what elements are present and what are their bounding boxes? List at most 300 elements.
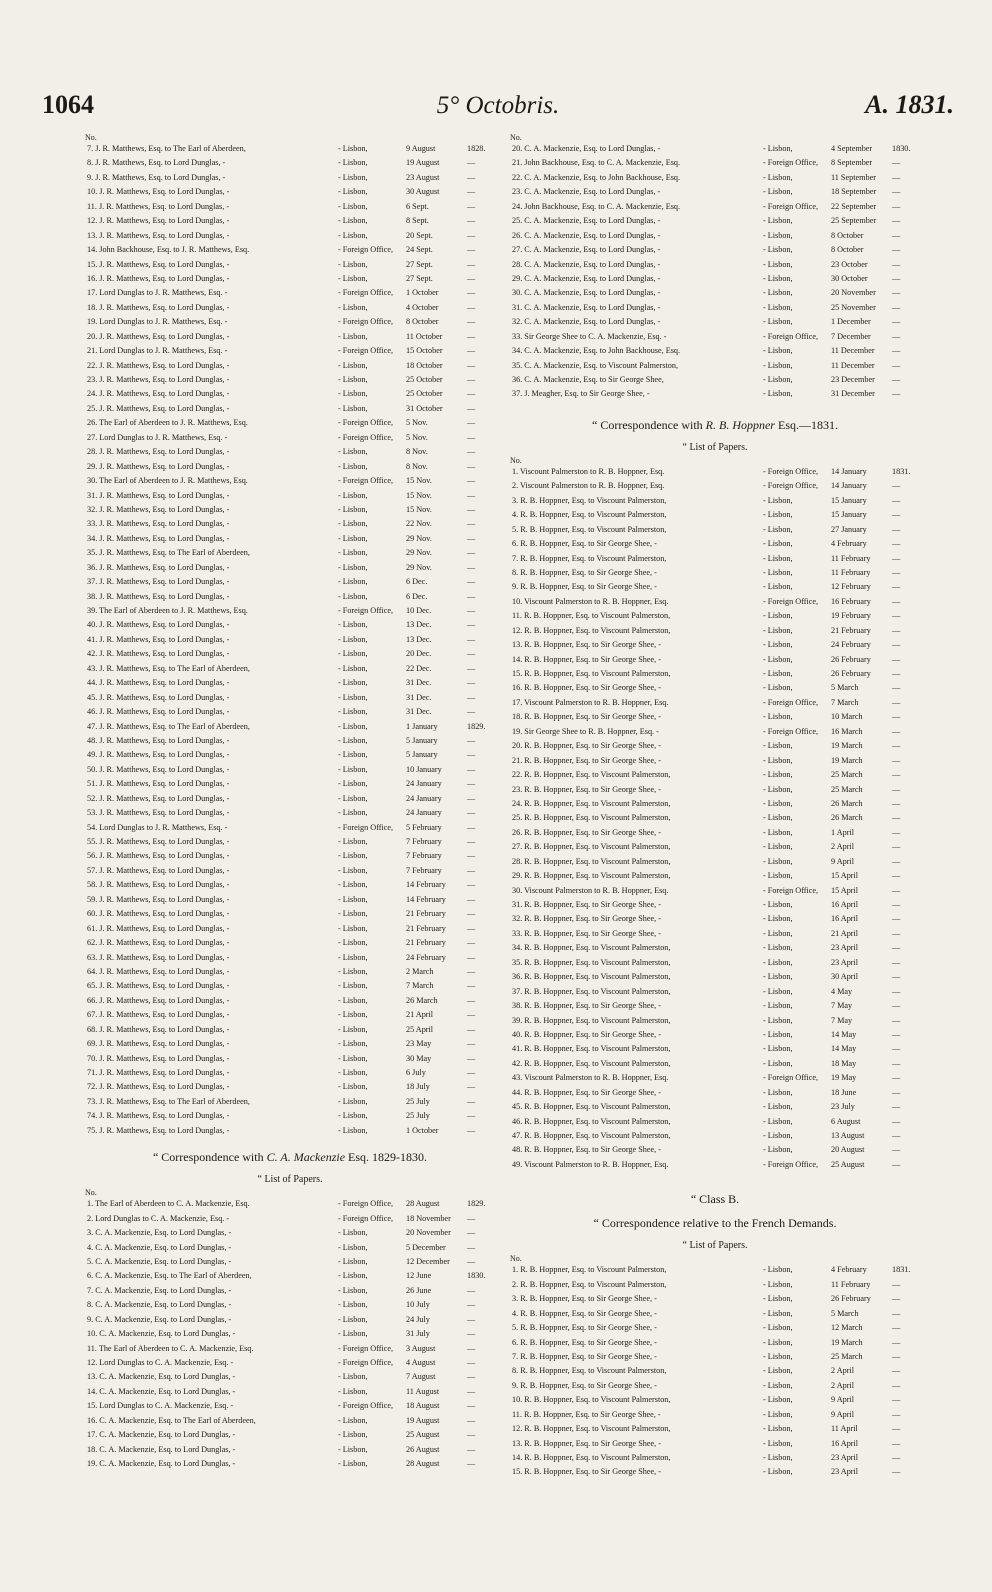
paper-date: 10 Dec. <box>406 606 432 615</box>
paper-description: 12. Lord Dunglas to C. A. Mackenzie, Esq. - <box>87 1358 234 1367</box>
paper-year: — <box>467 1111 476 1121</box>
paper-year: — <box>467 562 476 572</box>
list-item <box>85 258 495 272</box>
list-item <box>85 330 495 344</box>
paper-place: - Lisbon, <box>763 1087 793 1097</box>
paper-date: 22 Dec. <box>406 663 432 673</box>
list-item <box>510 783 920 797</box>
paper-date: 11 February <box>831 1279 871 1289</box>
paper-description: 24. R. B. Hoppner, Esq. to Viscount Palmerston, <box>512 798 671 808</box>
paper-year: — <box>892 1424 901 1434</box>
paper-place: - Lisbon, <box>763 813 793 823</box>
hoppner-list <box>510 465 920 1172</box>
paper-description: 56. J. R. Matthews, Esq. to Lord Dunglas, - <box>87 851 230 861</box>
list-item <box>85 546 495 560</box>
paper-place: - Lisbon, <box>763 972 793 982</box>
paper-place: - Lisbon, <box>338 490 368 500</box>
paper-place: - Lisbon, <box>763 755 793 765</box>
paper-date: 1 October <box>406 288 439 298</box>
paper-year: — <box>467 1096 476 1106</box>
list-item <box>85 878 495 892</box>
list-item <box>85 503 495 517</box>
paper-year: — <box>467 519 476 529</box>
paper-date: 14 February <box>406 894 446 904</box>
list-item <box>510 768 920 782</box>
paper-date: 29 Nov. <box>406 533 432 543</box>
paper-year: — <box>467 346 476 356</box>
list-item <box>510 1437 920 1451</box>
paper-description: 43. J. R. Matthews, Esq. to The Earl of Aberdeen, <box>87 663 250 673</box>
paper-date: 15 Nov. <box>406 490 432 500</box>
paper-description: 66. J. R. Matthews, Esq. to Lord Dunglas, - <box>87 995 230 1005</box>
paper-year: — <box>467 966 476 976</box>
paper-place: - Foreign Office, <box>763 158 819 168</box>
paper-date: 25 March <box>831 784 863 794</box>
paper-place: - Lisbon, <box>763 1294 793 1304</box>
paper-description: 15. R. B. Hoppner, Esq. to Sir George Shee, - <box>512 1467 661 1477</box>
paper-year: — <box>467 779 476 789</box>
paper-year: — <box>467 865 476 875</box>
paper-place: - Foreign Office, <box>338 1343 394 1353</box>
list-item <box>85 272 495 286</box>
list-item <box>510 171 920 185</box>
paper-place: - Foreign Office, <box>338 346 394 356</box>
paper-place: - Lisbon, <box>763 1001 793 1011</box>
paper-date: 7 February <box>406 865 442 875</box>
paper-date: 11 December <box>831 346 875 356</box>
paper-description: 30. The Earl of Aberdeen to J. R. Matthews, Esq. <box>87 476 248 486</box>
paper-date: 25 August <box>406 1430 440 1440</box>
paper-description: 63. J. R. Matthews, Esq. to Lord Dunglas, - <box>87 952 230 962</box>
list-item <box>510 624 920 638</box>
paper-date: 28 August <box>406 1199 440 1209</box>
paper-place: - Lisbon, <box>763 1265 793 1275</box>
paper-place: - Lisbon, <box>338 389 368 399</box>
list-item <box>85 763 495 777</box>
paper-date: 16 February <box>831 596 871 606</box>
paper-place: - Lisbon, <box>338 865 368 875</box>
list-item <box>85 994 495 1008</box>
paper-description: 68. J. R. Matthews, Esq. to Lord Dunglas, - <box>87 1024 230 1034</box>
paper-description: 8. R. B. Hoppner, Esq. to Sir George Shee, - <box>512 567 657 577</box>
list-item <box>85 1197 495 1211</box>
paper-place: - Lisbon, <box>338 707 368 717</box>
paper-place: - Lisbon, <box>763 1366 793 1376</box>
paper-description: 12. R. B. Hoppner, Esq. to Viscount Palmerston, <box>512 1424 671 1434</box>
paper-date: 21 February <box>406 938 446 948</box>
list-item <box>85 1327 495 1341</box>
mackenzie-list-part-1 <box>85 1197 495 1471</box>
paper-place: - Lisbon, <box>763 928 793 938</box>
paper-year: — <box>467 923 476 933</box>
paper-description: 10. Viscount Palmerston to R. B. Hoppner, Esq. <box>512 596 669 606</box>
paper-place: - Lisbon, <box>763 1015 793 1025</box>
list-item <box>85 1212 495 1226</box>
paper-year: — <box>467 259 476 269</box>
paper-description: 60. J. R. Matthews, Esq. to Lord Dunglas, - <box>87 909 230 919</box>
paper-year: 1828. <box>467 144 486 153</box>
paper-date: 21 February <box>406 909 446 919</box>
paper-description: 4. R. B. Hoppner, Esq. to Sir George Shee, - <box>512 1308 657 1318</box>
paper-date: 26 August <box>406 1444 440 1454</box>
paper-description: 26. The Earl of Aberdeen to J. R. Matthews, Esq. <box>87 418 248 428</box>
paper-date: 3 August <box>406 1343 436 1353</box>
paper-year: — <box>892 346 901 356</box>
paper-place: - Lisbon, <box>763 317 793 327</box>
paper-description: 34. C. A. Mackenzie, Esq. to John Backhouse, Esq. <box>512 346 681 356</box>
list-item <box>510 1451 920 1465</box>
paper-date: 23 April <box>831 1467 859 1477</box>
paper-place: - Foreign Office, <box>338 317 394 327</box>
paper-date: 19 August <box>406 1415 440 1425</box>
paper-year: — <box>892 770 901 780</box>
paper-place: - Foreign Office, <box>763 331 819 341</box>
mackenzie-section-title <box>85 1148 495 1166</box>
paper-place: - Foreign Office, <box>763 1073 819 1083</box>
paper-date: 18 August <box>406 1401 440 1411</box>
paper-date: 30 August <box>406 187 440 197</box>
paper-year: — <box>892 1351 901 1361</box>
list-item <box>510 1014 920 1028</box>
paper-year: — <box>467 331 476 341</box>
paper-description: 8. C. A. Mackenzie, Esq. to Lord Dunglas, - <box>87 1300 232 1310</box>
list-item <box>510 1336 920 1350</box>
paper-place: - Lisbon, <box>763 510 793 520</box>
paper-date: 12 March <box>831 1323 863 1333</box>
list-item <box>85 416 495 430</box>
paper-description: 12. R. B. Hoppner, Esq. to Viscount Palmerston, <box>512 625 671 635</box>
list-item <box>85 1255 495 1269</box>
paper-year: — <box>467 447 476 457</box>
paper-date: 24 February <box>831 640 871 650</box>
paper-date: 4 February <box>831 539 867 549</box>
paper-description: 13. R. B. Hoppner, Esq. to Sir George Shee, - <box>512 1438 661 1448</box>
paper-year: — <box>892 1279 901 1289</box>
paper-description: 34. R. B. Hoppner, Esq. to Viscount Palmerston, <box>512 943 671 953</box>
paper-place: - Foreign Office, <box>338 1358 394 1367</box>
paper-date: 20 November <box>831 288 876 298</box>
paper-place: - Lisbon, <box>338 851 368 861</box>
list-item <box>85 445 495 459</box>
list-item <box>85 373 495 387</box>
paper-year: — <box>892 1366 901 1376</box>
paper-description: 23. R. B. Hoppner, Esq. to Sir George Shee, - <box>512 784 661 794</box>
paper-place: - Lisbon, <box>763 986 793 996</box>
paper-place: - Foreign Office, <box>763 466 819 476</box>
paper-year: — <box>892 1453 901 1462</box>
paper-place: - Lisbon, <box>763 770 793 780</box>
paper-description: 27. C. A. Mackenzie, Esq. to Lord Dunglas, - <box>512 245 661 255</box>
paper-date: 26 March <box>831 798 863 808</box>
paper-year: — <box>892 972 901 982</box>
list-item <box>85 806 495 820</box>
paper-description: 69. J. R. Matthews, Esq. to Lord Dunglas, - <box>87 1039 230 1049</box>
list-item <box>85 575 495 589</box>
paper-description: 14. C. A. Mackenzie, Esq. to Lord Dunglas, - <box>87 1386 236 1396</box>
paper-date: 21 April <box>406 1010 434 1020</box>
paper-date: 5 February <box>406 822 442 832</box>
paper-year: — <box>892 654 901 664</box>
list-item <box>510 142 920 156</box>
paper-date: 26 February <box>831 669 871 678</box>
paper-date: 11 October <box>406 331 443 341</box>
paper-place: - Lisbon, <box>763 524 793 534</box>
paper-date: 23 April <box>831 943 859 953</box>
paper-place: - Lisbon, <box>763 640 793 650</box>
paper-year: — <box>892 900 901 909</box>
paper-date: 30 April <box>831 972 859 982</box>
paper-date: 12 June <box>406 1271 432 1281</box>
paper-date: 21 February <box>406 923 446 933</box>
paper-date: 12 December <box>406 1256 450 1266</box>
paper-year: — <box>467 620 476 630</box>
paper-date: 19 February <box>831 611 871 621</box>
paper-year: — <box>892 288 901 298</box>
paper-place: - Lisbon, <box>763 625 793 635</box>
paper-place: - Lisbon, <box>338 360 368 370</box>
paper-place: - Lisbon, <box>338 331 368 341</box>
paper-place: - Foreign Office, <box>338 288 394 298</box>
paper-description: 14. R. B. Hoppner, Esq. to Viscount Palmerston, <box>512 1453 671 1462</box>
list-item <box>510 1307 920 1321</box>
paper-description: 45. R. B. Hoppner, Esq. to Viscount Palmerston, <box>512 1102 671 1112</box>
list-item <box>510 508 920 522</box>
paper-place: - Lisbon, <box>338 216 368 226</box>
list-item <box>510 595 920 609</box>
paper-date: 2 March <box>406 966 434 976</box>
paper-date: 31 October <box>406 403 443 413</box>
paper-place: - Lisbon, <box>763 842 793 852</box>
paper-year: — <box>467 880 476 890</box>
list-item <box>510 465 920 479</box>
paper-description: 9. J. R. Matthews, Esq. to Lord Dunglas, - <box>87 172 226 182</box>
hoppner-section-title <box>510 416 920 434</box>
paper-year: — <box>892 928 901 938</box>
paper-year: — <box>467 1372 476 1382</box>
list-item <box>85 647 495 661</box>
paper-place: - Foreign Office, <box>763 885 819 895</box>
paper-year: — <box>467 952 476 962</box>
paper-place: - Lisbon, <box>763 611 793 621</box>
paper-year: — <box>892 230 901 240</box>
list-item <box>85 286 495 300</box>
paper-year: — <box>467 273 476 283</box>
paper-date: 13 August <box>831 1131 865 1140</box>
paper-date: 25 October <box>406 375 443 384</box>
paper-description: 13. R. B. Hoppner, Esq. to Sir George Shee, - <box>512 640 661 650</box>
mackenzie-list-part-2 <box>510 142 920 402</box>
paper-place: - Lisbon, <box>338 158 368 168</box>
paper-date: 24 February <box>406 952 446 962</box>
paper-description: 46. J. R. Matthews, Esq. to Lord Dunglas, - <box>87 707 230 717</box>
class-b-list <box>510 1263 920 1480</box>
paper-year: — <box>892 683 901 693</box>
paper-description: 11. J. R. Matthews, Esq. to Lord Dunglas, - <box>87 201 230 211</box>
paper-year: — <box>467 158 476 168</box>
paper-year: — <box>892 375 901 384</box>
paper-year: — <box>892 1467 901 1477</box>
paper-description: 4. R. B. Hoppner, Esq. to Viscount Palmerston, <box>512 510 667 520</box>
paper-place: - Lisbon, <box>338 938 368 948</box>
list-item <box>510 1100 920 1114</box>
paper-description: 23. C. A. Mackenzie, Esq. to Lord Dunglas, - <box>512 187 661 197</box>
list-item <box>510 1408 920 1422</box>
paper-place: - Lisbon, <box>763 259 793 269</box>
paper-place: - Lisbon, <box>338 750 368 760</box>
paper-year: — <box>467 1213 476 1223</box>
paper-date: 6 July <box>406 1068 426 1077</box>
paper-place: - Lisbon, <box>338 923 368 933</box>
list-item <box>85 633 495 647</box>
paper-place: - Lisbon, <box>338 548 368 558</box>
paper-description: 42. J. R. Matthews, Esq. to Lord Dunglas, - <box>87 649 230 659</box>
paper-place: - Lisbon, <box>338 779 368 789</box>
paper-description: 58. J. R. Matthews, Esq. to Lord Dunglas, - <box>87 880 230 890</box>
paper-date: 19 August <box>406 158 440 168</box>
paper-year: — <box>892 259 901 269</box>
paper-date: 26 February <box>831 654 871 664</box>
paper-description: 17. Viscount Palmerston to R. B. Hoppner, Esq. <box>512 697 669 707</box>
paper-year: — <box>467 1300 476 1310</box>
paper-year: — <box>892 317 901 327</box>
paper-place: - Lisbon, <box>763 230 793 240</box>
paper-place: - Foreign Office, <box>763 726 819 736</box>
paper-date: 7 March <box>831 697 859 707</box>
paper-year: — <box>467 1010 476 1020</box>
paper-date: 24 July <box>406 1314 430 1324</box>
list-item <box>85 402 495 416</box>
paper-description: 15. Lord Dunglas to C. A. Mackenzie, Esq. - <box>87 1401 234 1411</box>
paper-place: - Lisbon, <box>338 591 368 601</box>
paper-date: 11 April <box>831 1424 858 1434</box>
paper-description: 29. J. R. Matthews, Esq. to Lord Dunglas, - <box>87 461 230 471</box>
paper-place: - Lisbon, <box>763 567 793 577</box>
paper-date: 8 Nov. <box>406 461 428 471</box>
paper-place: - Lisbon, <box>338 201 368 211</box>
list-item <box>510 739 920 753</box>
hoppner-title-suffix: Esq.—1831. <box>774 417 838 432</box>
paper-date: 22 Nov. <box>406 519 432 529</box>
list-item <box>85 662 495 676</box>
list-item <box>510 912 920 926</box>
paper-year: — <box>467 750 476 760</box>
list-item <box>85 1037 495 1051</box>
paper-year: — <box>892 1073 901 1083</box>
list-item <box>510 970 920 984</box>
list-item <box>85 1226 495 1240</box>
paper-description: 39. The Earl of Aberdeen to J. R. Matthews, Esq. <box>87 606 248 615</box>
paper-date: 23 December <box>831 375 875 384</box>
paper-place: - Lisbon, <box>338 995 368 1005</box>
list-item <box>85 460 495 474</box>
paper-date: 23 August <box>406 172 440 182</box>
paper-place: - Lisbon, <box>338 375 368 384</box>
paper-year: — <box>467 1024 476 1034</box>
list-item <box>85 359 495 373</box>
list-item <box>510 156 920 170</box>
paper-place: - Lisbon, <box>338 1111 368 1121</box>
paper-year: — <box>892 712 901 722</box>
paper-year: — <box>892 1438 901 1448</box>
paper-date: 8 October <box>406 317 439 327</box>
hoppner-title-name: R. B. Hoppner <box>705 417 775 432</box>
paper-description: 7. R. B. Hoppner, Esq. to Sir George Shee, - <box>512 1351 657 1361</box>
paper-description: 20. J. R. Matthews, Esq. to Lord Dunglas, - <box>87 331 230 341</box>
paper-year: — <box>467 894 476 904</box>
paper-place: - Lisbon, <box>763 1380 793 1390</box>
paper-place: - Foreign Office, <box>763 697 819 707</box>
paper-place: - Lisbon, <box>338 403 368 413</box>
paper-place: - Lisbon, <box>338 649 368 659</box>
paper-description: 33. Sir George Shee to C. A. Mackenzie, Esq. - <box>512 331 667 341</box>
paper-place: - Lisbon, <box>338 981 368 991</box>
paper-date: 30 May <box>406 1053 432 1063</box>
paper-year: — <box>467 938 476 948</box>
page-number: 1064 <box>42 90 94 119</box>
paper-description: 53. J. R. Matthews, Esq. to Lord Dunglas, - <box>87 808 230 818</box>
paper-date: 11 December <box>831 360 875 370</box>
paper-date: 20 November <box>406 1228 451 1238</box>
paper-description: 35. R. B. Hoppner, Esq. to Viscount Palmerston, <box>512 957 671 967</box>
list-item <box>85 1313 495 1327</box>
list-item <box>85 849 495 863</box>
paper-date: 15 January <box>831 495 867 505</box>
paper-date: 11 February <box>831 567 871 577</box>
paper-description: 5. R. B. Hoppner, Esq. to Viscount Palmerston, <box>512 524 667 534</box>
paper-date: 6 Dec. <box>406 577 428 587</box>
paper-description: 47. R. B. Hoppner, Esq. to Viscount Palmerston, <box>512 1131 671 1140</box>
paper-year: 1830. <box>467 1271 486 1281</box>
paper-description: 48. R. B. Hoppner, Esq. to Sir George Shee, - <box>512 1145 661 1155</box>
paper-year: — <box>892 201 901 211</box>
paper-description: 15. R. B. Hoppner, Esq. to Viscount Palmerston, <box>512 669 671 678</box>
paper-date: 18 July <box>406 1082 430 1092</box>
list-item <box>85 171 495 185</box>
paper-year: — <box>467 1068 476 1077</box>
paper-date: 31 Dec. <box>406 692 432 702</box>
paper-year: — <box>892 1380 901 1390</box>
paper-year: — <box>892 1409 901 1419</box>
paper-date: 20 Dec. <box>406 649 432 659</box>
list-item <box>510 580 920 594</box>
paper-place: - Lisbon, <box>763 288 793 298</box>
paper-year: — <box>467 837 476 846</box>
paper-description: 32. J. R. Matthews, Esq. to Lord Dunglas, - <box>87 504 230 514</box>
list-item <box>510 566 920 580</box>
paper-description: 9. R. B. Hoppner, Esq. to Sir George Shee, - <box>512 582 657 592</box>
paper-description: 4. C. A. Mackenzie, Esq. to Lord Dunglas, - <box>87 1242 232 1252</box>
paper-place: - Lisbon, <box>763 1409 793 1419</box>
paper-place: - Lisbon, <box>763 900 793 909</box>
paper-description: 74. J. R. Matthews, Esq. to Lord Dunglas, - <box>87 1111 230 1121</box>
paper-date: 29 Nov. <box>406 548 432 558</box>
list-item <box>85 720 495 734</box>
paper-place: - Lisbon, <box>338 880 368 890</box>
paper-description: 25. J. R. Matthews, Esq. to Lord Dunglas, - <box>87 403 230 413</box>
paper-description: 21. John Backhouse, Esq. to C. A. Mackenzie, Esq. <box>512 158 681 168</box>
paper-date: 14 February <box>406 880 446 890</box>
paper-place: - Lisbon, <box>338 909 368 919</box>
paper-date: 6 August <box>831 1116 861 1126</box>
paper-description: 45. J. R. Matthews, Esq. to Lord Dunglas, - <box>87 692 230 702</box>
paper-place: - Foreign Office, <box>338 822 394 832</box>
list-item <box>510 1028 920 1042</box>
paper-place: - Lisbon, <box>338 273 368 283</box>
paper-description: 22. C. A. Mackenzie, Esq. to John Backhouse, Esq. <box>512 172 681 182</box>
paper-year: — <box>467 692 476 702</box>
paper-place: - Lisbon, <box>338 1372 368 1382</box>
paper-year: — <box>892 1145 901 1155</box>
